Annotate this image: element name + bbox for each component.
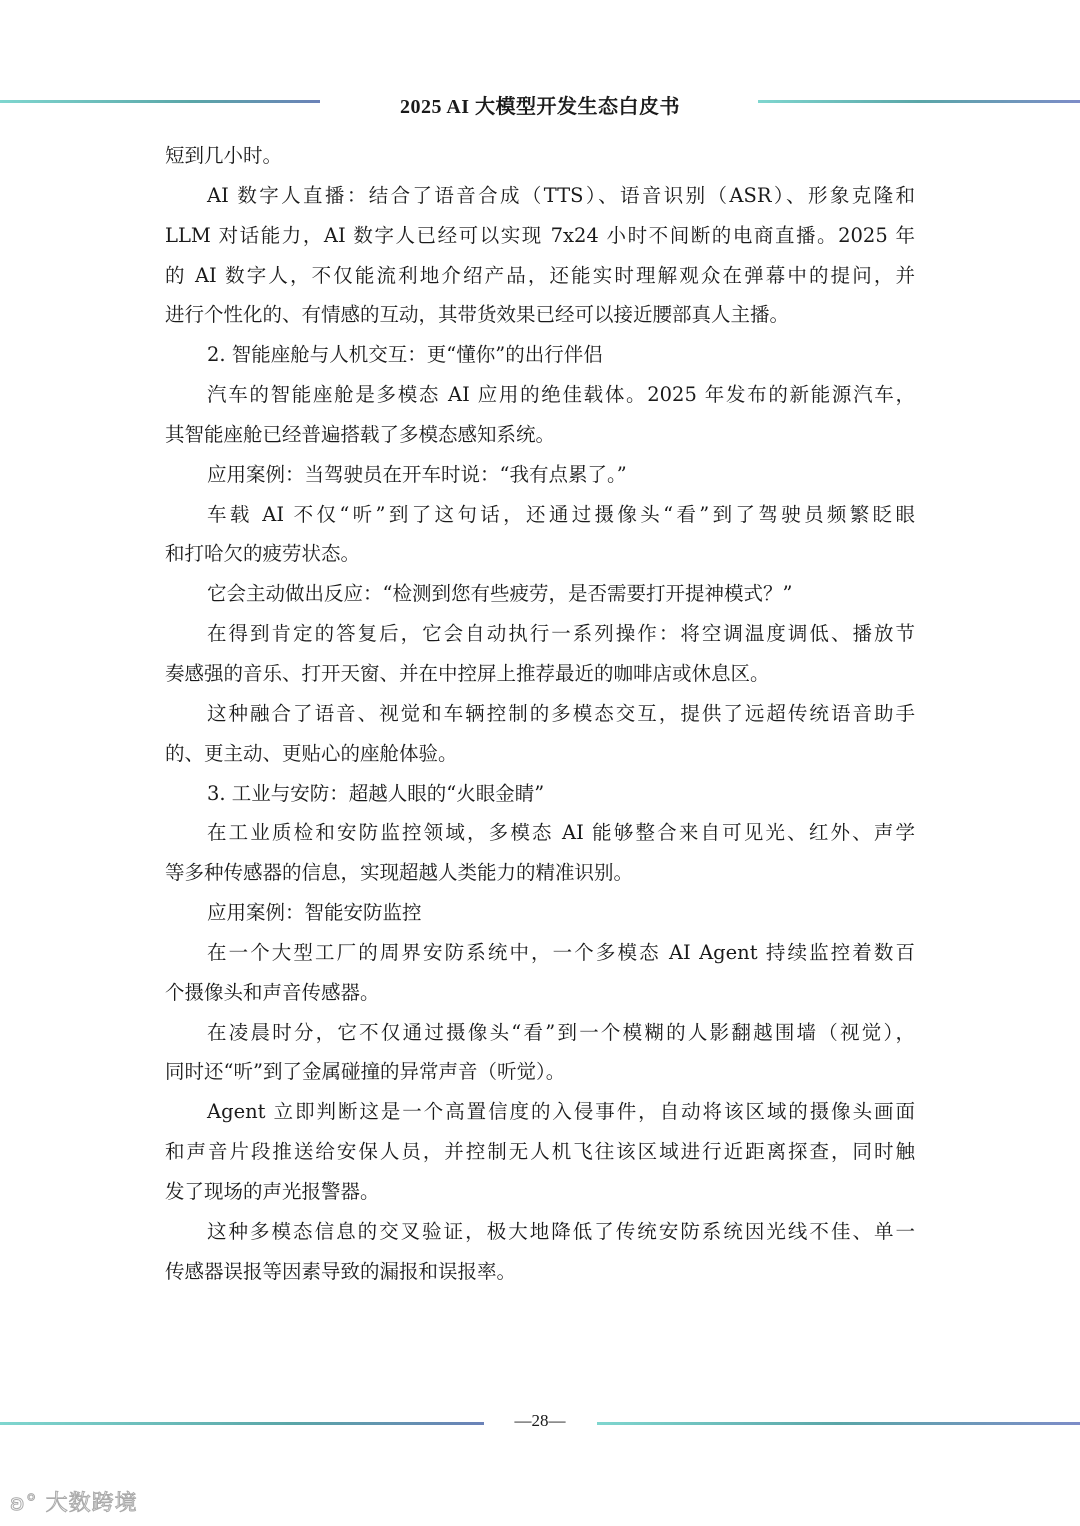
text-line: 和声音片段推送给安保人员，并控制无人机飞往该区域进行近距离探查，同时触 [165,1140,915,1164]
watermark-logo [10,1486,138,1517]
text-line: 奏感强的音乐、打开天窗、并在中控屏上推荐最近的咖啡店或休息区。 [165,661,770,685]
text-line: 其智能座舱已经普遍搭载了多模态感知系统。 [165,422,556,446]
text-line: 3. 工业与安防：超越人眼的“火眼金睛” [207,781,545,805]
text-line: 这种多模态信息的交叉验证，极大地降低了传统安防系统因光线不佳、单一 [207,1219,915,1243]
watermark-icon: ʚ° [10,1491,38,1516]
text-line: 的、更主动、更贴心的座舱体验。 [165,741,458,765]
text-line: 个摄像头和声音传感器。 [165,980,380,1004]
text-line: 在得到肯定的答复后，它会自动执行一系列操作：将空调温度调低、播放节 [207,622,915,646]
text-line: Agent 立即判断这是一个高置信度的入侵事件，自动将该区域的摄像头画面 [207,1100,915,1124]
page-number: —28— [514,1411,566,1430]
text-line: 应用案例：智能安防监控 [207,901,422,925]
text-line: 的 AI 数字人，不仅能流利地介绍产品，还能实时理解观众在弹幕中的提问，并 [165,263,915,287]
text-line: 这种融合了语音、视觉和车辆控制的多模态交互，提供了远超传统语音助手 [207,701,915,725]
text-line: 和打哈欠的疲劳状态。 [165,542,361,566]
text-line: 传感器误报等因素导致的漏报和误报率。 [165,1259,517,1283]
text-line: 在凌晨时分，它不仅通过摄像头“看”到一个模糊的人影翻越围墙（视觉）， [207,1020,915,1044]
header-rule-right [758,100,1080,103]
text-line: 短到几小时。 [165,144,283,167]
text-line: 它会主动做出反应：“检测到您有些疲劳，是否需要打开提神模式？” [207,582,793,606]
text-line: 车载 AI 不仅“听”到了这句话，还通过摄像头“看”到了驾驶员频繁眨眼 [207,502,915,526]
text-line: 等多种传感器的信息，实现超越人类能力的精准识别。 [165,861,634,885]
text-line: 进行个性化的、有情感的互动，其带货效果已经可以接近腰部真人主播。 [165,303,790,327]
text-line: 发了现场的声光报警器。 [165,1179,380,1203]
footer-rule-right [597,1422,1080,1425]
text-line: LLM 对话能力，AI 数字人已经可以实现 7x24 小时不间断的电商直播。2025 年 [165,223,915,247]
text-line: 在一个大型工厂的周界安防系统中，一个多模态 AI Agent 持续监控着数百 [207,940,915,964]
text-line: 2. 智能座舱与人机交互：更“懂你”的出行伴侣 [207,343,603,367]
page-header-title: 2025 AI 大模型开发生态白皮书 [399,96,681,118]
text-line: AI 数字人直播：结合了语音合成（TTS）、语音识别（ASR）、形象克隆和 [207,183,915,207]
document-body [165,141,915,1296]
header-rule-left [0,100,320,103]
footer-rule-left [0,1422,484,1425]
text-line: 汽车的智能座舱是多模态 AI 应用的绝佳载体。2025 年发布的新能源汽车， [207,383,915,407]
text-line: 应用案例：当驾驶员在开车时说：“我有点累了。” [207,462,627,486]
watermark-text: 大数跨境 [45,1491,138,1516]
text-line: 在工业质检和安防监控领域，多模态 AI 能够整合来自可见光、红外、声学 [207,821,915,845]
text-line: 同时还“听”到了金属碰撞的异常声音（听觉）。 [165,1060,566,1084]
